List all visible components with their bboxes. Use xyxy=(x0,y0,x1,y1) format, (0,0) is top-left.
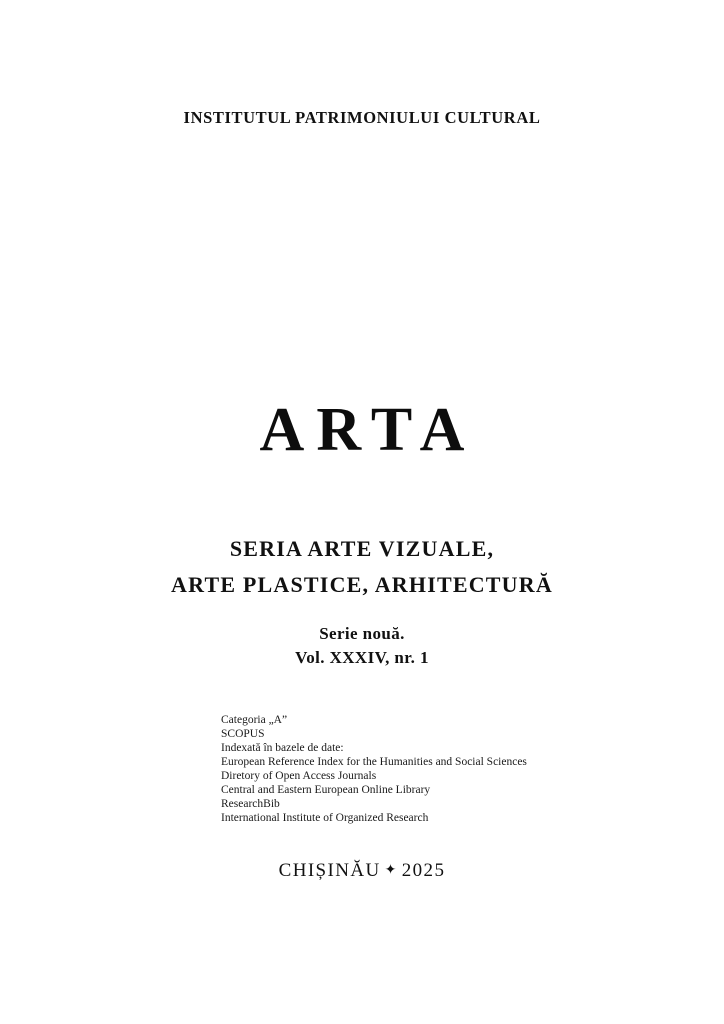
place-name: CHIȘINĂU xyxy=(278,860,381,881)
publisher-institute: INSTITUTUL PATRIMONIULUI CULTURAL xyxy=(183,108,541,127)
journal-title: ARTA xyxy=(259,396,477,464)
series-new-label: Serie nouă. xyxy=(319,624,405,643)
indexing-item: International Institute of Organized Research xyxy=(221,812,429,824)
volume-number: Vol. XXXIV, nr. 1 xyxy=(295,648,429,667)
series-subtitle-line-1: SERIA ARTE VIZUALE, xyxy=(229,536,495,561)
indexing-item: European Reference Index for the Humanities and Social Sciences xyxy=(221,756,527,768)
diamond-separator-icon: ✦ xyxy=(384,863,398,878)
indexing-item: SCOPUS xyxy=(221,728,265,740)
series-subtitle-line-2: ARTE PLASTICE, ARHITECTURĂ xyxy=(171,572,553,597)
indexing-item: ResearchBib xyxy=(221,798,280,810)
place-and-year xyxy=(0,860,724,882)
indexing-item: Diretory of Open Access Journals xyxy=(221,770,377,782)
indexing-list xyxy=(221,713,641,825)
indexing-item: Central and Eastern European Online Library xyxy=(221,784,431,796)
indexing-item: Categoria „A” xyxy=(221,714,288,726)
indexing-item: Indexată în bazele de date: xyxy=(221,742,344,754)
publication-year: 2025 xyxy=(401,860,446,881)
